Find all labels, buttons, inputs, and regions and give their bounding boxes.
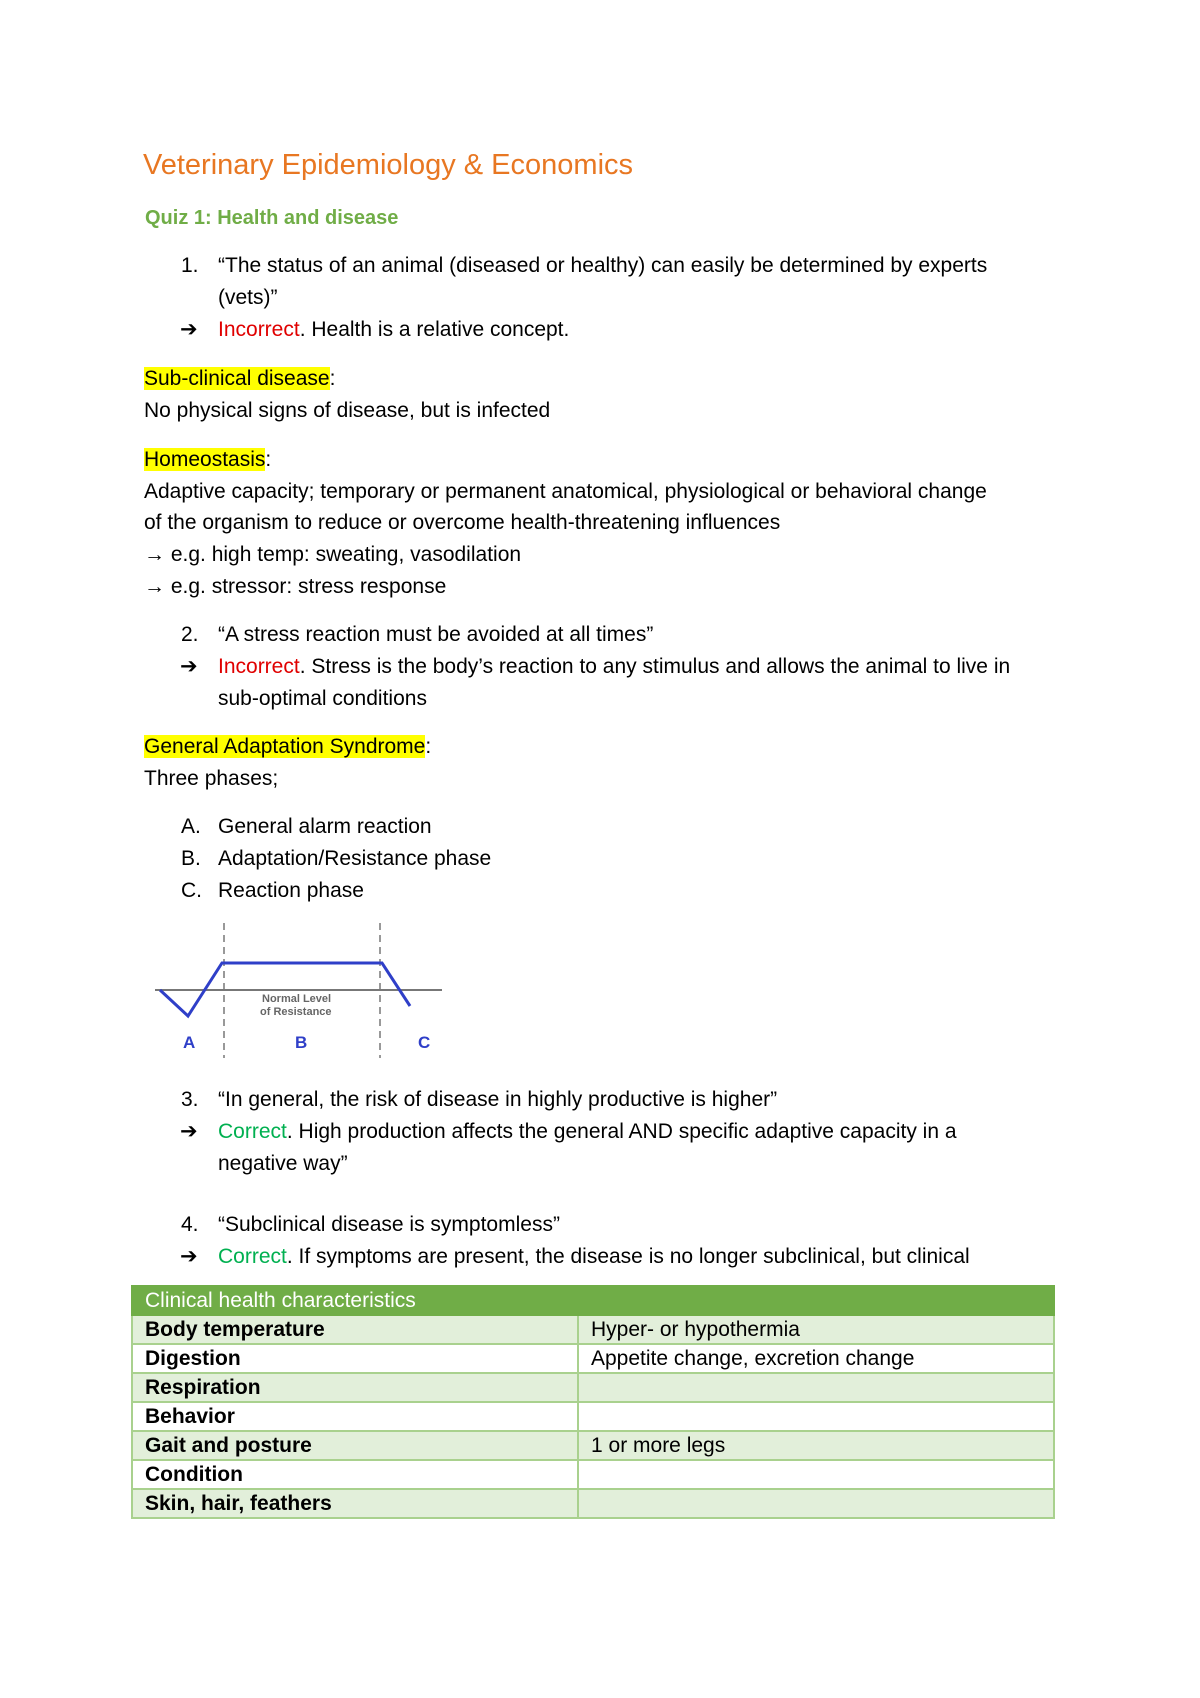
answer	[218, 653, 1010, 681]
question-text: “Subclinical disease is symptomless”	[218, 1213, 560, 1236]
homeostasis-example: → e.g. high temp: sweating, vasodilation	[144, 543, 522, 566]
arrow-right-icon: ➔	[180, 655, 198, 678]
answer	[218, 1118, 957, 1146]
homeostasis-definition: Adaptive capacity; temporary or permanent anatomical, physiological or behavioral change	[144, 480, 987, 503]
row-name: Respiration	[132, 1373, 578, 1402]
arrow-right-icon: ➔	[180, 318, 198, 341]
clinical-characteristics-table	[131, 1285, 1055, 1519]
gas-term	[144, 733, 431, 761]
table-header-row	[132, 1286, 1054, 1315]
question-text-cont: (vets)”	[218, 286, 278, 309]
gas-diagram	[150, 918, 450, 1068]
question-number: 1.	[181, 254, 199, 277]
subclinical-definition: No physical signs of disease, but is infected	[144, 399, 551, 422]
row-name: Condition	[132, 1460, 578, 1489]
verdict-correct: Correct	[218, 1245, 287, 1268]
colon: :	[425, 735, 432, 758]
table-row	[132, 1315, 1054, 1344]
phase-letter: C.	[181, 879, 202, 902]
highlighted-term: Homeostasis	[144, 448, 266, 471]
phase-text: Adaptation/Resistance phase	[218, 847, 492, 870]
answer-text: . If symptoms are present, the disease is no longer subclinical, but clinical	[286, 1245, 970, 1268]
phase-letter: B.	[181, 847, 201, 870]
phase-letter: A.	[181, 815, 201, 838]
row-value	[578, 1402, 1054, 1431]
table-row	[132, 1402, 1054, 1431]
row-value	[578, 1489, 1054, 1518]
highlighted-term: General Adaptation Syndrome	[144, 735, 426, 758]
question-text: “The status of an animal (diseased or healthy) can easily be determined by experts	[218, 254, 988, 277]
answer-text: . Stress is the body’s reaction to any stimulus and allows the animal to live in	[299, 655, 1011, 678]
answer-text: . Health is a relative concept.	[299, 318, 570, 341]
question-number: 3.	[181, 1088, 199, 1111]
phase-text: General alarm reaction	[218, 815, 432, 838]
highlighted-term: Sub-clinical disease	[144, 367, 330, 390]
question-number: 2.	[181, 623, 199, 646]
answer-text-cont: negative way”	[218, 1152, 348, 1175]
row-value	[578, 1460, 1054, 1489]
diagram-label: Normal Level	[262, 993, 332, 1005]
table-row	[132, 1460, 1054, 1489]
row-value	[578, 1373, 1054, 1402]
answer	[218, 316, 569, 344]
row-value: Appetite change, excretion change	[578, 1344, 1054, 1373]
homeostasis-definition-cont: of the organism to reduce or overcome health-threatening influences	[144, 511, 781, 534]
verdict-correct: Correct	[218, 1120, 287, 1143]
row-name: Body temperature	[132, 1315, 578, 1344]
homeostasis-term	[144, 446, 271, 474]
verdict-incorrect: Incorrect	[218, 318, 300, 341]
row-value: 1 or more legs	[578, 1431, 1054, 1460]
table-row	[132, 1431, 1054, 1460]
answer	[218, 1243, 970, 1271]
homeostasis-example: → e.g. stressor: stress response	[144, 575, 447, 598]
quiz-title: Quiz 1: Health and disease	[145, 207, 399, 229]
row-name: Skin, hair, feathers	[132, 1489, 578, 1518]
verdict-incorrect: Incorrect	[218, 655, 300, 678]
table-row	[132, 1344, 1054, 1373]
table-header: Clinical health characteristics	[132, 1286, 1054, 1315]
table-row	[132, 1489, 1054, 1518]
arrow-right-icon: ➔	[180, 1120, 198, 1143]
gas-intro: Three phases;	[144, 767, 279, 790]
phase-a-label: A	[183, 1033, 196, 1052]
arrow-right-icon: ➔	[180, 1245, 198, 1268]
answer-text-cont: sub-optimal conditions	[218, 687, 427, 710]
question-text: “In general, the risk of disease in highly productive is higher”	[218, 1088, 778, 1111]
row-name: Behavior	[132, 1402, 578, 1431]
answer-text: . High production affects the general AND specific adaptive capacity in a	[286, 1120, 957, 1143]
page-title: Veterinary Epidemiology & Economics	[143, 149, 634, 181]
diagram-label: of Resistance	[260, 1006, 332, 1018]
colon: :	[329, 367, 336, 390]
table-row	[132, 1373, 1054, 1402]
phase-c-label: C	[418, 1033, 431, 1052]
phase-text: Reaction phase	[218, 879, 364, 902]
question-text: “A stress reaction must be avoided at all times”	[218, 623, 654, 646]
subclinical-term	[144, 365, 335, 393]
row-name: Digestion	[132, 1344, 578, 1373]
row-value: Hyper- or hypothermia	[578, 1315, 1054, 1344]
colon: :	[265, 448, 272, 471]
row-name: Gait and posture	[132, 1431, 578, 1460]
question-number: 4.	[181, 1213, 199, 1236]
phase-b-label: B	[295, 1033, 308, 1052]
